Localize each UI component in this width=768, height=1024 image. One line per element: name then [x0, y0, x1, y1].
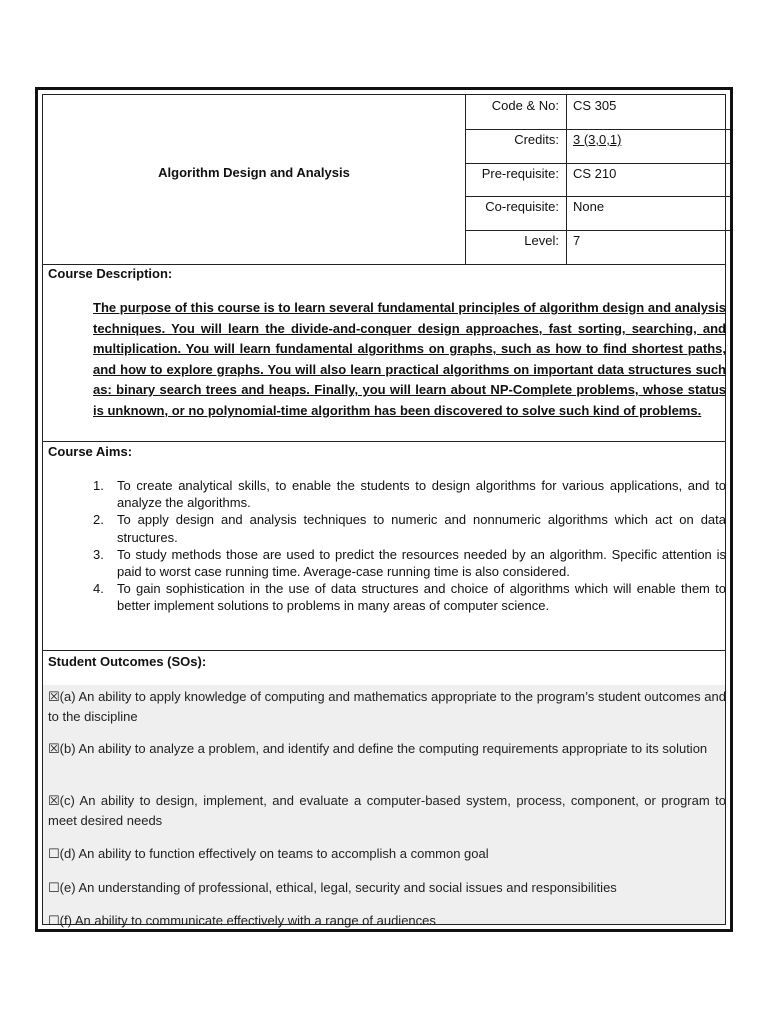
course-title: Algorithm Design and Analysis — [158, 165, 350, 180]
divider — [566, 95, 567, 264]
checked-box-icon: ☒ — [48, 742, 60, 757]
course-description-text: The purpose of this course is to learn several fundamental principles of algorithm design and analysis techniques. You will learn the divide-and-conquer design approaches, fast sorting, searching, and multiplication. You will learn fundamental algorithms on graphs, such as how to find shortest paths, and how to explore graphs. You will also learn practical algorithms on important data structures such as: binary search trees and heaps. Finally, you will learn about NP-Complete problems, whose status is unknown, or no polynomial-time algorithm has been discovered to solve such kind of problems. — [93, 300, 726, 418]
divider — [465, 196, 730, 197]
outcome-text: (d) An ability to function effectively on teams to accomplish a common goal — [59, 846, 489, 861]
item-number: 4. — [93, 581, 104, 597]
outcome-c — [48, 792, 726, 830]
credits-value: 3 (3,0,1) — [573, 132, 622, 147]
outcome-e — [48, 879, 726, 899]
item-number: 2. — [93, 512, 104, 528]
code-label: Code & No: — [491, 98, 559, 113]
item-number: 3. — [93, 546, 104, 562]
outcome-a — [48, 688, 726, 726]
outcome-text: (c) An ability to design, implement, and evaluate a computer-based system, process, component, or program to meet desired needs — [48, 793, 726, 828]
document-frame — [35, 87, 733, 932]
unchecked-box-icon: ☐ — [48, 881, 60, 896]
course-spec-table — [42, 94, 726, 929]
checked-box-icon: ☒ — [48, 794, 60, 809]
credits-label: Credits: — [514, 132, 559, 147]
outcome-d — [48, 845, 726, 865]
list-item — [93, 511, 726, 545]
item-text: To apply design and analysis techniques to numeric and nonnumeric algorithms which act on data structures. — [117, 512, 726, 545]
outcome-text: (f) An ability to communicate effectively with a range of audiences — [59, 913, 436, 928]
item-text: To study methods those are used to predict the resources needed by an algorithm. Specific attention is paid to worst case running time. Average-case running time is also considered. — [117, 546, 726, 580]
divider — [43, 264, 725, 265]
student-outcomes-heading: Student Outcomes (SOs): — [48, 654, 207, 669]
level-value: 7 — [573, 233, 581, 248]
outcome-text: (a) An ability to apply knowledge of computing and mathematics appropriate to the program’s student outcomes and to the discipline — [48, 689, 726, 724]
code-value: CS 305 — [573, 98, 617, 113]
checked-box-icon: ☒ — [48, 690, 60, 705]
prerequisite-value: CS 210 — [573, 166, 617, 181]
divider — [465, 230, 730, 231]
list-item — [93, 580, 726, 614]
outcome-text: (b) An ability to analyze a problem, and identify and define the computing requirements appropriate to its solution — [59, 741, 708, 756]
course-aims-list — [93, 477, 726, 615]
item-number: 1. — [93, 478, 104, 493]
level-label: Level: — [524, 233, 559, 248]
divider — [465, 129, 730, 130]
item-text: To create analytical skills, to enable the students to design algorithms for various applications, and to analyze the algorithms. — [117, 478, 726, 511]
divider — [465, 163, 730, 164]
corequisite-label: Co-requisite: — [485, 199, 559, 214]
divider — [43, 441, 725, 442]
unchecked-box-icon: ☐ — [48, 914, 60, 929]
outcome-text: (e) An understanding of professional, ethical, legal, security and social issues and responsibilities — [59, 880, 617, 895]
course-description-heading: Course Description: — [48, 266, 173, 281]
outcome-f — [48, 912, 726, 932]
list-item — [93, 546, 726, 580]
divider — [43, 650, 725, 651]
outcome-b — [48, 740, 726, 760]
unchecked-box-icon: ☐ — [48, 847, 60, 862]
corequisite-value: None — [573, 199, 605, 214]
course-aims-heading: Course Aims: — [48, 444, 133, 459]
list-item — [93, 477, 726, 511]
item-text: To gain sophistication in the use of data structures and choice of algorithms which will enable them to better implement solutions to problems in many areas of computer science. — [117, 581, 726, 614]
prerequisite-label: Pre-requisite: — [481, 166, 559, 181]
